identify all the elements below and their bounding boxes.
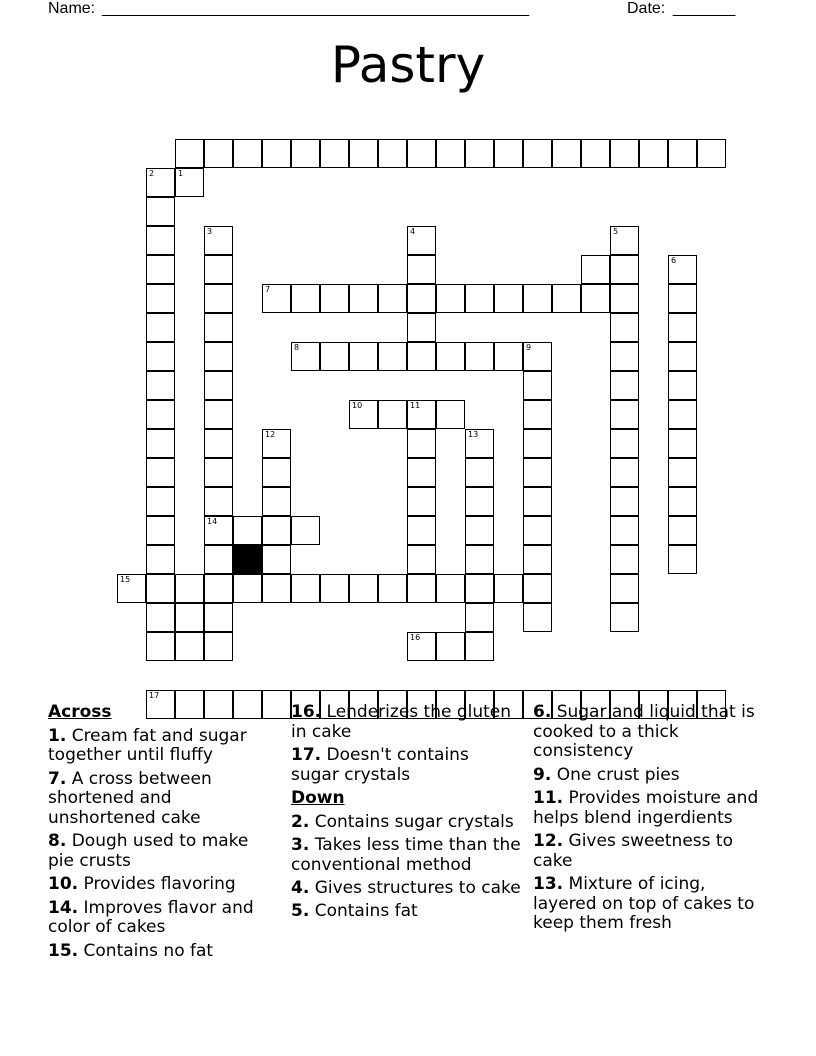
clue-item — [48, 770, 278, 829]
grid-cell[interactable] — [407, 139, 436, 168]
grid-cell[interactable] — [204, 284, 233, 313]
grid-cell[interactable] — [668, 516, 697, 545]
grid-cell[interactable] — [436, 342, 465, 371]
grid-cell[interactable] — [146, 255, 175, 284]
clue-number-label: 12. — [533, 830, 564, 851]
grid-cell[interactable] — [465, 516, 494, 545]
grid-cell[interactable] — [117, 574, 146, 603]
grid-cell[interactable] — [146, 632, 175, 661]
grid-cell[interactable] — [233, 516, 262, 545]
grid-cell[interactable] — [204, 429, 233, 458]
grid-cell[interactable] — [204, 342, 233, 371]
grid-cell[interactable] — [465, 458, 494, 487]
clue-item — [533, 789, 773, 828]
clue-item — [291, 902, 521, 922]
clue-number-label: 5. — [291, 901, 310, 922]
grid-cell[interactable] — [465, 139, 494, 168]
grid-cell[interactable] — [204, 545, 233, 574]
grid-cell[interactable] — [610, 545, 639, 574]
grid-cell[interactable] — [465, 603, 494, 632]
clue-number: 17 — [149, 691, 160, 700]
clue-item — [533, 875, 773, 934]
grid-cell[interactable] — [552, 284, 581, 313]
grid-cell[interactable] — [610, 313, 639, 342]
grid-cell[interactable] — [204, 139, 233, 168]
grid-cell[interactable] — [465, 632, 494, 661]
clue-item — [48, 899, 278, 938]
clue-item — [291, 813, 521, 833]
grid-cell[interactable] — [146, 574, 175, 603]
grid-cell[interactable] — [407, 255, 436, 284]
grid-cell[interactable] — [697, 139, 726, 168]
grid-cell[interactable] — [204, 487, 233, 516]
clue-number: 16 — [410, 633, 421, 642]
clue-number: 9 — [526, 343, 532, 352]
grid-cell[interactable] — [320, 284, 349, 313]
grid-cell[interactable] — [407, 400, 436, 429]
clue-number-label: 11. — [533, 787, 564, 808]
across-heading: Across — [48, 702, 112, 722]
clue-item — [48, 727, 278, 766]
clue-item — [291, 879, 521, 899]
grid-cell[interactable] — [610, 226, 639, 255]
grid-cell[interactable] — [552, 139, 581, 168]
clue-number-label: 17. — [291, 744, 322, 765]
clue-item — [291, 746, 521, 785]
clue-number-label: 3. — [291, 834, 310, 855]
grid-cell[interactable] — [175, 603, 204, 632]
clue-text: Cream fat and sugar together until fluffy — [48, 725, 247, 766]
grid-cell[interactable] — [407, 342, 436, 371]
grid-cell[interactable] — [378, 139, 407, 168]
grid-cell[interactable] — [465, 284, 494, 313]
grid-cell[interactable] — [262, 458, 291, 487]
grid-cell[interactable] — [146, 516, 175, 545]
grid-cell[interactable] — [494, 284, 523, 313]
clues-column-2 — [291, 703, 521, 926]
clue-text: Contains fat — [309, 901, 418, 922]
clue-text: Lenderizes the gluten in cake — [291, 702, 512, 742]
clue-number: 12 — [265, 430, 276, 439]
grid-cell[interactable] — [349, 400, 378, 429]
grid-cell[interactable] — [175, 139, 204, 168]
grid-cell[interactable] — [668, 342, 697, 371]
grid-cell[interactable] — [610, 342, 639, 371]
clue-text: Sugar and liquid that is cooked to a thick consistency — [533, 702, 755, 762]
grid-cell[interactable] — [407, 458, 436, 487]
clue-number: 8 — [294, 343, 300, 352]
grid-cell[interactable] — [146, 168, 175, 197]
clue-number-label: 13. — [533, 873, 564, 894]
clue-number: 11 — [410, 401, 421, 410]
clue-item — [48, 875, 278, 895]
grid-cell[interactable] — [668, 139, 697, 168]
grid-cell[interactable] — [262, 574, 291, 603]
grid-cell[interactable] — [523, 516, 552, 545]
clue-text: Gives sweetness to cake — [533, 830, 733, 871]
grid-cell[interactable] — [146, 284, 175, 313]
clue-text: Contains no fat — [78, 940, 214, 961]
grid-cell[interactable] — [668, 284, 697, 313]
clue-number-label: 1. — [48, 725, 67, 746]
clue-number-label: 7. — [48, 768, 67, 789]
clue-number: 2 — [149, 169, 155, 178]
clue-text: Gives structures to cake — [309, 877, 521, 898]
grid-cell[interactable] — [204, 255, 233, 284]
grid-cell[interactable] — [407, 313, 436, 342]
clue-item — [48, 942, 278, 962]
clue-number: 15 — [120, 575, 131, 584]
grid-cell[interactable] — [146, 226, 175, 255]
grid-cell[interactable] — [407, 632, 436, 661]
grid-cell[interactable] — [204, 574, 233, 603]
grid-cell[interactable] — [436, 400, 465, 429]
date-field[interactable]: _______ — [673, 0, 736, 17]
clue-text: Provides moisture and helps blend ingerdients — [533, 787, 759, 828]
clue-number-label: 2. — [291, 811, 310, 832]
clue-number-label: 9. — [533, 764, 552, 785]
clue-number: 14 — [207, 517, 218, 526]
clue-item — [533, 703, 773, 762]
grid-cell[interactable] — [494, 139, 523, 168]
grid-cell[interactable] — [639, 139, 668, 168]
clue-number-label: 14. — [48, 897, 79, 918]
clue-number-label: 16. — [291, 702, 322, 722]
grid-cell[interactable] — [146, 197, 175, 226]
grid-cell[interactable] — [610, 284, 639, 313]
grid-cell[interactable] — [204, 516, 233, 545]
grid-cell[interactable] — [436, 284, 465, 313]
grid-cell[interactable] — [610, 574, 639, 603]
grid-cell[interactable] — [465, 545, 494, 574]
clue-number-label: 6. — [533, 702, 552, 722]
clue-number: 5 — [613, 227, 619, 236]
grid-cell[interactable] — [668, 255, 697, 284]
clue-number: 4 — [410, 227, 416, 236]
grid-cell[interactable] — [175, 632, 204, 661]
grid-cell[interactable] — [204, 458, 233, 487]
grid-cell[interactable] — [233, 574, 262, 603]
black-cell — [233, 545, 262, 574]
clue-item — [48, 832, 278, 871]
grid-cell[interactable] — [668, 458, 697, 487]
clue-item — [533, 766, 773, 786]
clue-number-label: 8. — [48, 831, 67, 852]
grid-cell[interactable] — [523, 487, 552, 516]
grid-cell[interactable] — [523, 545, 552, 574]
grid-cell[interactable] — [204, 400, 233, 429]
grid-cell[interactable] — [378, 400, 407, 429]
grid-cell[interactable] — [204, 603, 233, 632]
grid-cell[interactable] — [436, 574, 465, 603]
grid-cell[interactable] — [349, 574, 378, 603]
grid-cell[interactable] — [262, 284, 291, 313]
clue-number-label: 4. — [291, 877, 310, 898]
grid-cell[interactable] — [610, 603, 639, 632]
grid-cell[interactable] — [378, 284, 407, 313]
grid-cell[interactable] — [465, 487, 494, 516]
grid-cell[interactable] — [291, 516, 320, 545]
grid-cell[interactable] — [349, 284, 378, 313]
clue-number: 10 — [352, 401, 363, 410]
clue-text: One crust pies — [551, 764, 680, 785]
grid-cell[interactable] — [436, 139, 465, 168]
grid-cell[interactable] — [262, 139, 291, 168]
down-heading: Down — [291, 787, 345, 808]
grid-cell[interactable] — [523, 574, 552, 603]
grid-cell[interactable] — [668, 545, 697, 574]
grid-cell[interactable] — [291, 342, 320, 371]
grid-cell[interactable] — [407, 284, 436, 313]
clue-item — [291, 703, 521, 742]
grid-cell[interactable] — [204, 226, 233, 255]
grid-cell[interactable] — [668, 400, 697, 429]
grid-cell[interactable] — [610, 139, 639, 168]
grid-cell[interactable] — [436, 632, 465, 661]
clue-text: Contains sugar crystals — [309, 811, 514, 832]
grid-cell[interactable] — [291, 284, 320, 313]
clue-number: 7 — [265, 285, 271, 294]
grid-cell[interactable] — [233, 139, 262, 168]
grid-cell[interactable] — [204, 371, 233, 400]
grid-cell[interactable] — [262, 545, 291, 574]
clue-text: Improves flavor and color of cakes — [48, 897, 254, 938]
grid-cell[interactable] — [465, 429, 494, 458]
grid-cell[interactable] — [146, 400, 175, 429]
grid-cell[interactable] — [523, 139, 552, 168]
grid-cell[interactable] — [610, 371, 639, 400]
grid-cell[interactable] — [610, 458, 639, 487]
clue-item — [533, 832, 773, 871]
grid-cell[interactable] — [146, 371, 175, 400]
grid-cell[interactable] — [407, 226, 436, 255]
grid-cell[interactable] — [610, 516, 639, 545]
clue-number: 13 — [468, 430, 479, 439]
grid-cell[interactable] — [320, 574, 349, 603]
grid-cell[interactable] — [146, 603, 175, 632]
grid-cell[interactable] — [175, 574, 204, 603]
grid-cell[interactable] — [146, 342, 175, 371]
grid-cell[interactable] — [146, 458, 175, 487]
grid-cell[interactable] — [407, 545, 436, 574]
grid-cell[interactable] — [407, 574, 436, 603]
clue-number: 6 — [671, 256, 677, 265]
clue-text: A cross between shortened and unshortened cake — [48, 768, 212, 828]
grid-cell[interactable] — [610, 400, 639, 429]
grid-cell[interactable] — [146, 487, 175, 516]
grid-cell[interactable] — [523, 429, 552, 458]
grid-cell[interactable] — [146, 313, 175, 342]
grid-cell[interactable] — [523, 342, 552, 371]
clue-item — [291, 836, 521, 875]
grid-cell[interactable] — [581, 139, 610, 168]
grid-cell[interactable] — [204, 632, 233, 661]
grid-cell[interactable] — [523, 284, 552, 313]
grid-cell[interactable] — [465, 342, 494, 371]
grid-cell[interactable] — [523, 400, 552, 429]
grid-cell[interactable] — [668, 313, 697, 342]
clue-text: Provides flavoring — [78, 874, 236, 895]
clues-column-3 — [533, 703, 773, 938]
clue-text: Dough used to make pie crusts — [48, 831, 249, 871]
grid-cell[interactable] — [668, 487, 697, 516]
grid-cell[interactable] — [668, 429, 697, 458]
grid-cell[interactable] — [262, 516, 291, 545]
grid-cell[interactable] — [494, 342, 523, 371]
clue-text: Doesn't contains sugar crystals — [291, 744, 469, 785]
grid-cell[interactable] — [668, 371, 697, 400]
grid-cell[interactable] — [407, 516, 436, 545]
clues-column-1 — [48, 703, 278, 965]
grid-cell[interactable] — [291, 139, 320, 168]
date-label: Date: — [627, 0, 666, 17]
grid-cell[interactable] — [523, 603, 552, 632]
grid-cell[interactable] — [262, 487, 291, 516]
grid-cell[interactable] — [610, 429, 639, 458]
grid-cell[interactable] — [581, 255, 610, 284]
grid-cell[interactable] — [494, 574, 523, 603]
grid-cell[interactable] — [378, 574, 407, 603]
name-field[interactable]: ________________________________________________ — [102, 0, 530, 17]
clue-number-label: 10. — [48, 874, 79, 895]
name-label: Name: — [48, 0, 96, 17]
grid-cell[interactable] — [204, 313, 233, 342]
grid-cell[interactable] — [291, 574, 320, 603]
grid-cell[interactable] — [349, 342, 378, 371]
clue-number-label: 15. — [48, 940, 79, 961]
grid-cell[interactable] — [407, 487, 436, 516]
grid-cell[interactable] — [146, 545, 175, 574]
clue-number: 1 — [178, 169, 184, 178]
grid-cell[interactable] — [175, 168, 204, 197]
grid-cell[interactable] — [610, 487, 639, 516]
grid-cell[interactable] — [407, 429, 436, 458]
grid-cell[interactable] — [465, 574, 494, 603]
grid-cell[interactable] — [349, 139, 378, 168]
clue-number: 3 — [207, 227, 213, 236]
grid-cell[interactable] — [581, 284, 610, 313]
grid-cell[interactable] — [320, 139, 349, 168]
clue-text: Mixture of icing, layered on top of cakes to keep them fresh — [533, 873, 755, 934]
grid-cell[interactable] — [523, 371, 552, 400]
grid-cell[interactable] — [378, 342, 407, 371]
clue-text: Takes less time than the conventional method — [291, 834, 521, 875]
puzzle-title: Pastry — [330, 36, 486, 94]
grid-cell[interactable] — [320, 342, 349, 371]
grid-cell[interactable] — [146, 429, 175, 458]
grid-cell[interactable] — [610, 255, 639, 284]
grid-cell[interactable] — [523, 458, 552, 487]
grid-cell[interactable] — [262, 429, 291, 458]
